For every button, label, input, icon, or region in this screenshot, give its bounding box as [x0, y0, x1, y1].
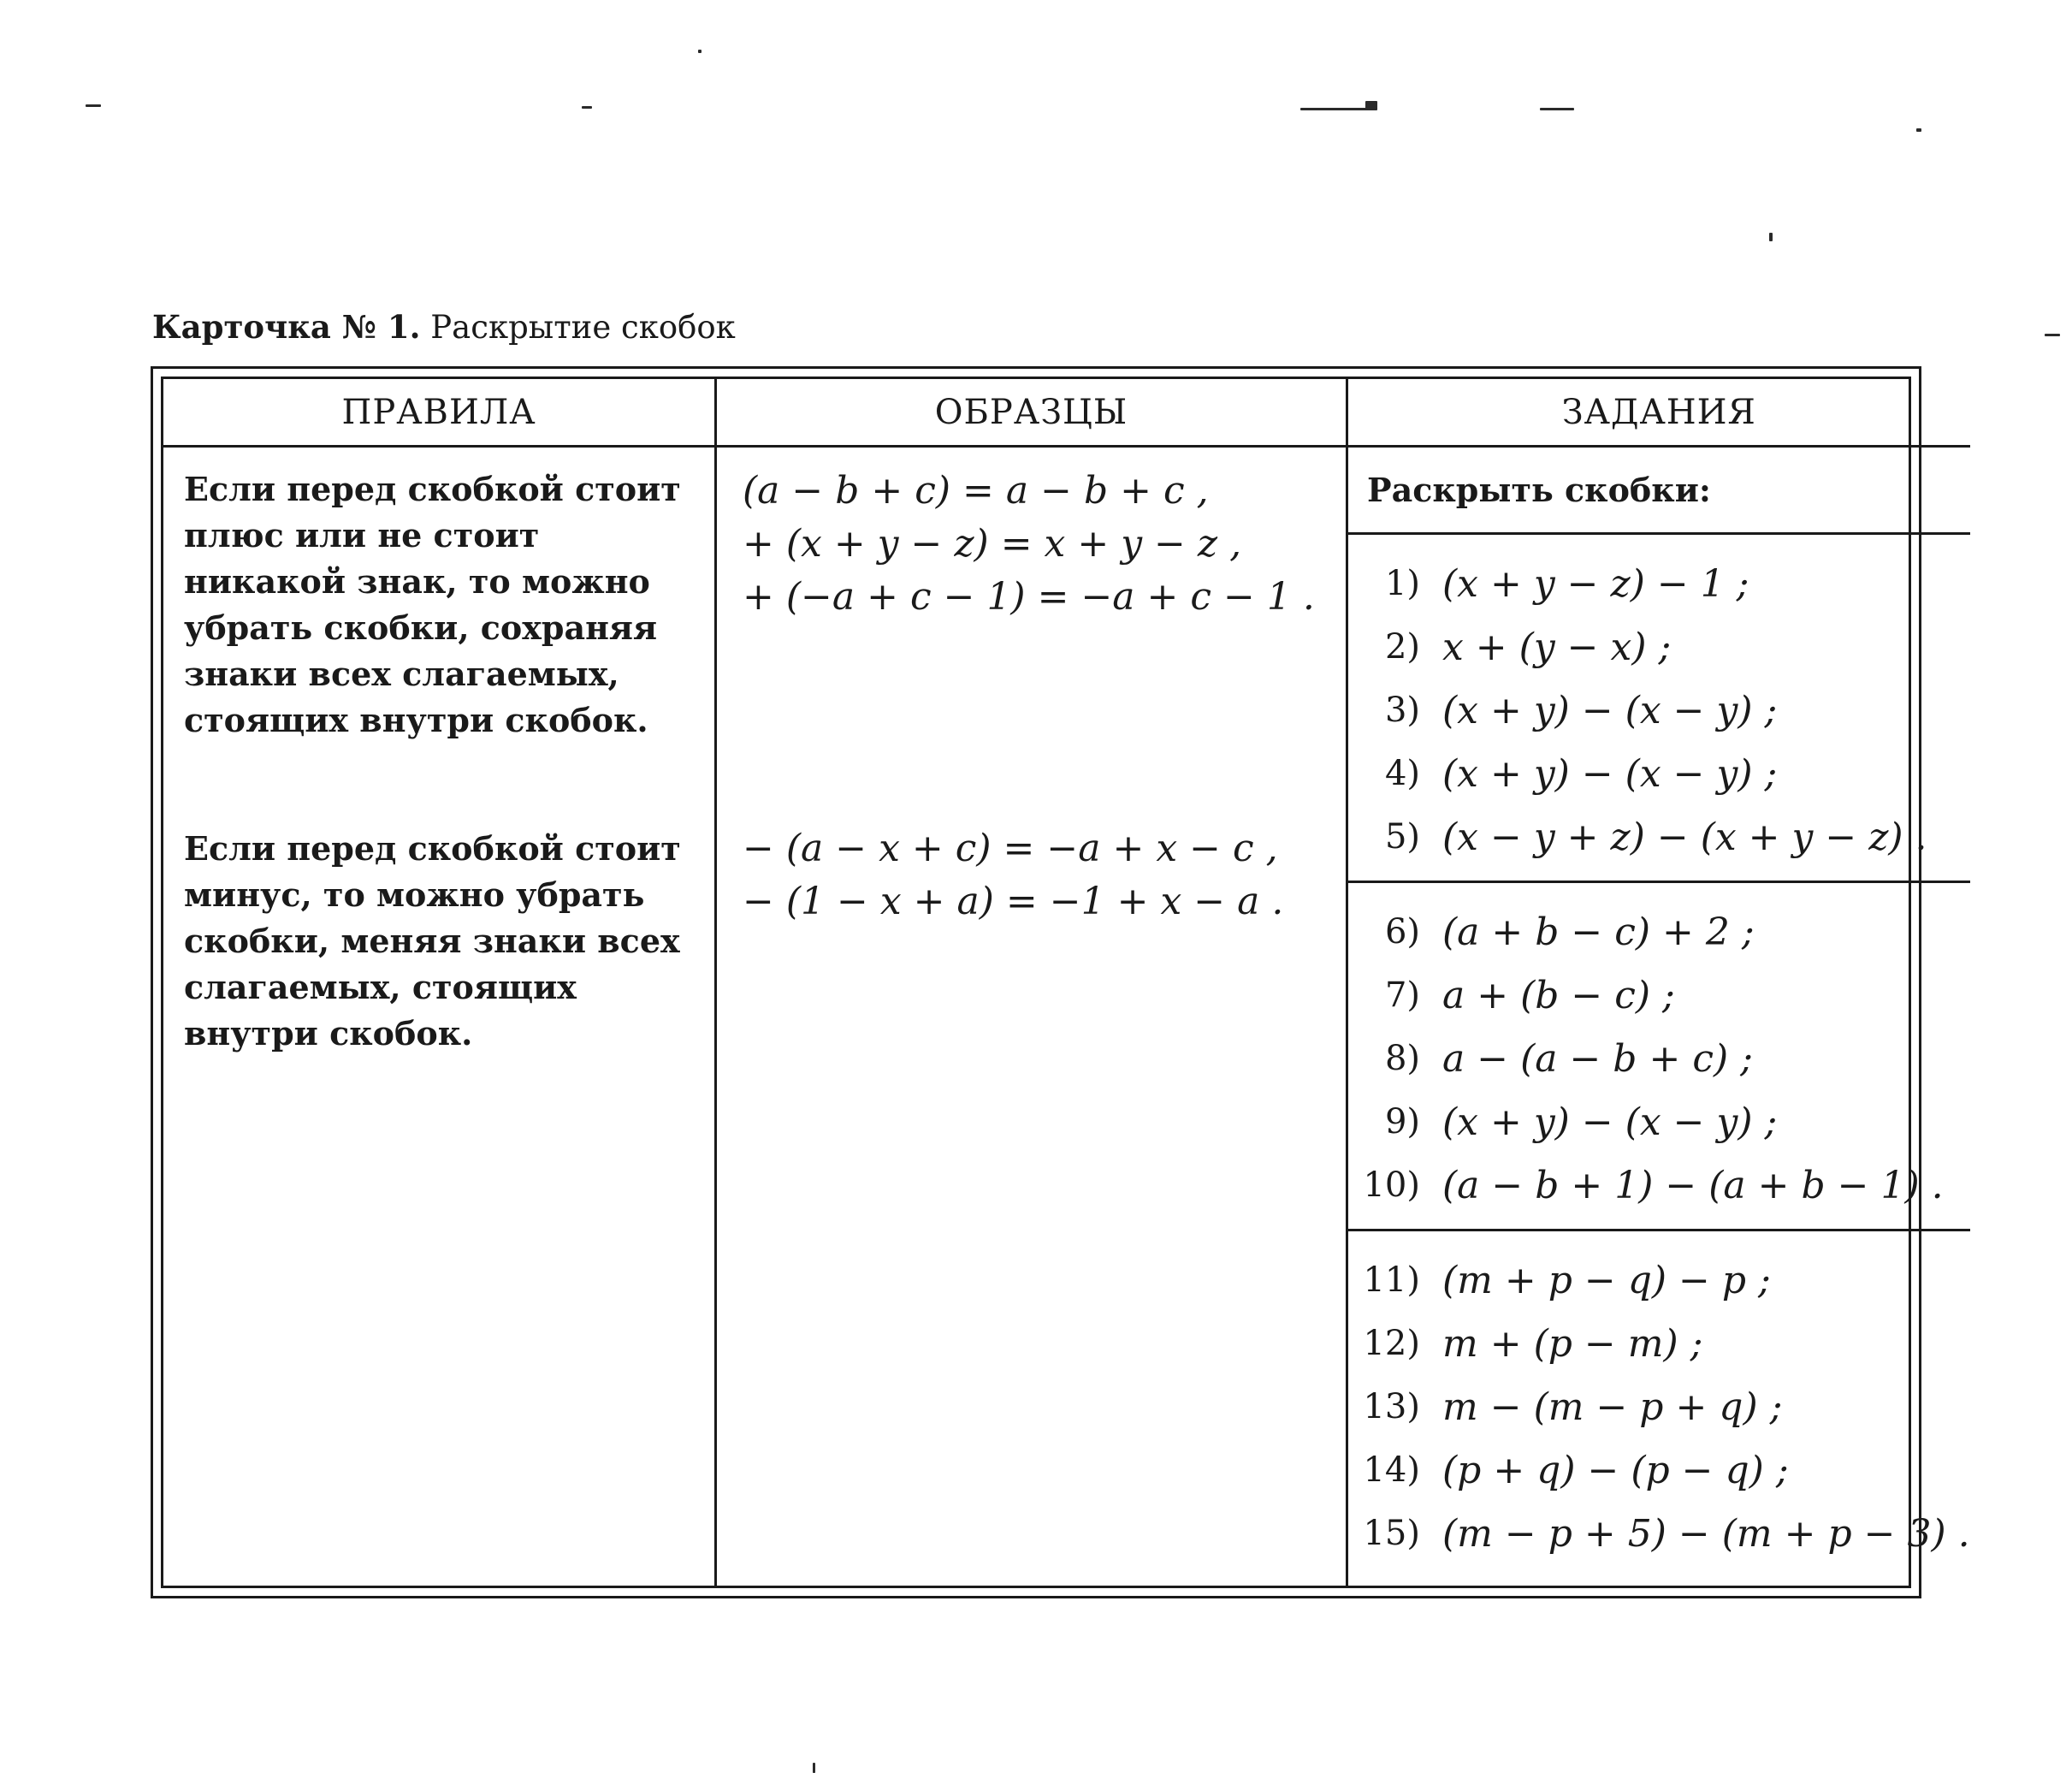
task-number: 7) — [1384, 975, 1420, 1015]
rule-minus: Если перед скобкой стоит минус, то можно убрать скобки, меняя знаки всех слагаемых, стоящих внутри скобок. — [184, 829, 681, 1053]
task-number: 9) — [1384, 1102, 1420, 1141]
task-expression: (x − y + z) − (x + y − z) . — [1442, 815, 1927, 859]
sample-plus-3: + (−a + c − 1) = −a + c − 1 . — [743, 575, 1315, 619]
rules-table-frame — [151, 366, 1970, 1598]
task-number: 2) — [1384, 627, 1420, 667]
task-number: 5) — [1384, 817, 1420, 857]
sample-minus-2: − (1 − x + a) = −1 + x − a . — [743, 880, 1284, 923]
task-item — [1348, 1027, 1970, 1090]
sample-minus-1: − (a − x + c) = −a + x − c , — [743, 827, 1278, 870]
task-expression: (a + b − c) + 2 ; — [1442, 910, 1755, 954]
task-expression: (x + y) − (x − y) ; — [1442, 751, 1778, 796]
task-number: 10) — [1363, 1165, 1420, 1205]
task-expression: (x + y) − (x − y) ; — [1442, 1100, 1778, 1144]
task-number: 11) — [1363, 1260, 1420, 1300]
task-number: 8) — [1384, 1039, 1420, 1078]
task-item — [1348, 552, 1970, 615]
scan-speck — [1365, 101, 1377, 110]
task-item — [1348, 615, 1970, 679]
task-item — [1348, 964, 1970, 1027]
task-item — [1348, 1375, 1970, 1438]
samples-column — [717, 448, 1348, 1586]
task-expression: (x + y) − (x − y) ; — [1442, 688, 1778, 732]
task-item — [1348, 1248, 1970, 1312]
scan-speck — [86, 104, 101, 107]
task-expression: (x + y − z) − 1 ; — [1442, 561, 1749, 606]
task-number: 4) — [1384, 754, 1420, 793]
tasks-column — [1348, 448, 1970, 1586]
header-samples: ОБРАЗЦЫ — [717, 379, 1348, 448]
task-item — [1348, 1502, 1970, 1565]
task-expression: a + (b − c) ; — [1442, 973, 1675, 1017]
task-expression: (m + p − q) − p ; — [1442, 1258, 1771, 1302]
task-group-1 — [1348, 535, 1970, 883]
task-item — [1348, 679, 1970, 742]
scan-speck — [1916, 128, 1921, 132]
scan-speck — [813, 1763, 815, 1773]
task-item — [1348, 900, 1970, 964]
task-item — [1348, 1312, 1970, 1375]
task-item — [1348, 742, 1970, 805]
task-expression: (p + q) − (p − q) ; — [1442, 1448, 1789, 1492]
task-expression: m + (p − m) ; — [1442, 1321, 1703, 1366]
sample-plus-2: + (x + y − z) = x + y − z , — [743, 522, 1242, 566]
rules-table — [161, 377, 1970, 1588]
rules-column — [163, 448, 717, 1586]
task-expression: (m − p + 5) − (m + p − 3) . — [1442, 1511, 1970, 1556]
task-expression: x + (y − x) ; — [1442, 625, 1672, 669]
tasks-intro: Раскрыть скобки: — [1348, 448, 1970, 535]
header-tasks: ЗАДАНИЯ — [1348, 379, 1970, 448]
task-group-2 — [1348, 883, 1970, 1231]
task-expression: a − (a − b + c) ; — [1442, 1036, 1753, 1081]
task-number: 12) — [1363, 1324, 1420, 1363]
card-title — [152, 308, 736, 346]
task-number: 13) — [1363, 1387, 1420, 1426]
task-number: 6) — [1384, 912, 1420, 952]
scan-speck — [1540, 108, 1574, 110]
task-group-3 — [1348, 1231, 1970, 1577]
task-expression: m − (m − p + q) ; — [1442, 1385, 1783, 1429]
task-item — [1348, 1090, 1970, 1153]
card-title-topic: Раскрытие скобок — [430, 309, 736, 346]
task-item — [1348, 1438, 1970, 1502]
task-item — [1348, 1153, 1970, 1217]
rule-plus: Если перед скобкой стоит плюс или не стоит никакой знак, то можно убрать скобки, сохраняя знаки всех слагаемых, стоящих внутри скобок. — [184, 470, 681, 739]
task-number: 15) — [1363, 1514, 1420, 1553]
card-title-number: Карточка № 1. — [152, 308, 421, 346]
task-number: 14) — [1363, 1450, 1420, 1490]
task-item — [1348, 805, 1970, 869]
scan-speck — [1769, 233, 1773, 241]
scan-speck — [582, 106, 592, 109]
task-expression: (a − b + 1) − (a + b − 1) . — [1442, 1163, 1944, 1207]
scan-speck — [2045, 334, 2060, 336]
task-number: 1) — [1384, 564, 1420, 603]
sample-plus-1: (a − b + c) = a − b + c , — [743, 469, 1209, 513]
task-number: 3) — [1384, 691, 1420, 730]
scan-speck — [698, 50, 702, 53]
header-rules: ПРАВИЛА — [163, 379, 717, 448]
